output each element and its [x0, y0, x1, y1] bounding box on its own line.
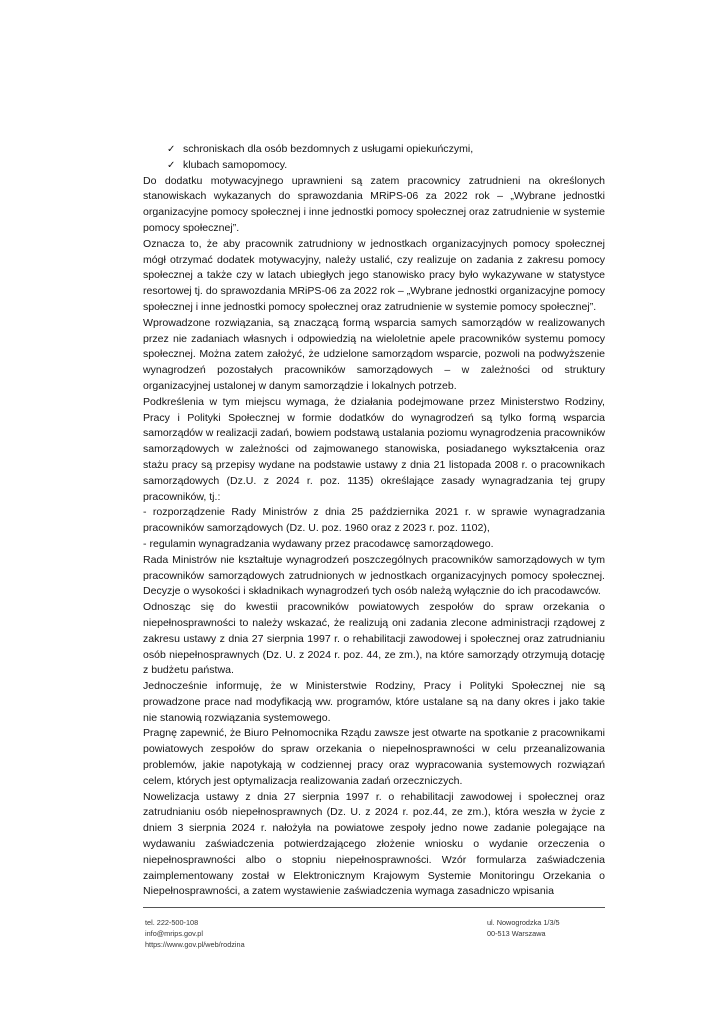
footer-postal: 00-513 Warszawa — [487, 929, 546, 938]
check-icon: ✓ — [167, 144, 176, 155]
letter-body — [143, 142, 605, 900]
paragraph: Nowelizacja ustawy z dnia 27 sierpnia 1997 r. o rehabilitacji zawodowej i społecznej oraz zatrudnianiu osób niepełnosprawnych (Dz. U. z 2024 r. poz.44, ze zm.), która weszła w życie z dniem 3 sierpnia 2024 r. nałożyła na powiatowe zespoły jedno nowe zadanie polegające na wydawaniu zaświadczenia potwierdzającego złożenie wniosku o wydanie orzeczenia o niepełnosprawności albo o stopniu niepełnosprawności. Wzór formularza zaświadczenia zaimplementowany został w Elektronicznym Krajowym Systemie Monitoringu Orzekania o Niepełnosprawności, a zatem wystawienie zaświadczenia wymaga zasadniczo wpisania — [143, 790, 605, 898]
check-icon: ✓ — [167, 159, 176, 171]
paragraph: Pragnę zapewnić, że Biuro Pełnomocnika Rządu zawsze jest otwarte na spotkanie z pracownikami powiatowych zespołów do spraw orzekania o niepełnosprawności w celu przeanalizowania problemów, jakie napotykają w codziennej pracy oraz wypracowania systemowych rozwiązań celem, których jest optymalizacja realizowania zadań orzeczniczych. — [143, 727, 605, 787]
checklist — [167, 142, 605, 174]
paragraph: Rada Ministrów nie kształtuje wynagrodzeń poszczególnych pracowników samorządowych w tym pracowników samorządowych zatrudnionych w jednostkach organizacyjnych pomocy społecznej. Decyzje o wysokości i składnikach wynagrodzeń tych osób należą wyłącznie do ich pracodawców. — [143, 553, 605, 598]
paragraph: Podkreślenia w tym miejscu wymaga, że działania podejmowane przez Ministerstwo Rodziny, Pracy i Polityki Społecznej w formie dodatków do wynagrodzeń są tylko formą wsparcia samorządów w realizacji zadań, bowiem podstawą ustalania poziomu wynagrodzenia pracowników samorządowych w zależności od zajmowanego stanowiska, posiadanego wykształcenia oraz stażu pracy są przepisy wydane na podstawie ustawy z dnia 21 listopada 2008 r. o pracownikach samorządowych (Dz.U. z 2024 r. poz. 1135) określające zasady wynagradzania tej grupy pracowników, tj.: — [143, 395, 605, 503]
footer-phone: tel. 222-500-108 — [145, 918, 199, 927]
footer-email: info@mrips.gov.pl — [145, 929, 203, 938]
paragraph: Odnosząc się do kwestii pracowników powiatowych zespołów do spraw orzekania o niepełnosprawności to należy wskazać, że realizują oni zadania zlecone administracji rządowej z zakresu ustawy z dnia 27 sierpnia 1997 r. o rehabilitacji zawodowej i społecznej oraz zatrudnianiu osób niepełnosprawnych (Dz. U. z 2024 r. poz. 44, ze zm.), na które samorządy otrzymują dotację z budżetu państwa. — [143, 601, 605, 677]
dash-list-item: - rozporządzenie Rady Ministrów z dnia 25 października 2021 r. w sprawie wynagradzania pracowników samorządowych (Dz. U. poz. 1960 oraz z 2023 r. poz. 1102), — [143, 506, 605, 535]
list-item-text: klubach samopomocy. — [183, 158, 288, 171]
footer-street: ul. Nowogrodzka 1/3/5 — [487, 918, 560, 927]
footer-address — [487, 917, 560, 939]
list-item — [167, 158, 605, 174]
footer-website: https://www.gov.pl/web/rodzina — [145, 940, 245, 949]
paragraph: Jednocześnie informuję, że w Ministerstwie Rodziny, Pracy i Polityki Społecznej nie są prowadzone prace nad modyfikacją ww. programów, które ustalane są na dany okres i jako takie nie stanowią rozwiązania systemowego. — [143, 680, 605, 724]
list-item-text: schroniskach dla osób bezdomnych z usługami opiekuńczymi, — [183, 143, 474, 155]
list-item — [167, 142, 605, 158]
paragraph: Do dodatku motywacyjnego uprawnieni są zatem pracownicy zatrudnieni na określonych stanowiskach wykazanych do sprawozdania MRiPS-06 za 2022 rok – „Wybrane jednostki organizacyjne pomocy społecznej i inne jednostki pomocy społecznej oraz zatrudnienie w systemie pomocy społecznej”. — [143, 174, 605, 234]
dash-list-item: - regulamin wynagradzania wydawany przez pracodawcę samorządowego. — [143, 537, 494, 550]
footer-contact — [145, 917, 245, 950]
paragraph: Oznacza to, że aby pracownik zatrudniony w jednostkach organizacyjnych pomocy społecznej mógł otrzymać dodatek motywacyjny, należy ustalić, czy realizuje on zadania z zakresu pomocy społecznej a także czy w latach ubiegłych jego stanowisko pracy było wykazywane w statystyce resortowej tj. do sprawozdania MRiPS-06 za 2022 rok – „Wybrane jednostki organizacyjne pomocy społecznej i inne jednostki pomocy społecznej oraz zatrudnienie w systemie pomocy społecznej”. — [143, 237, 605, 313]
paragraph: Wprowadzone rozwiązania, są znaczącą formą wsparcia samych samorządów w realizowanych przez nie zadaniach własnych i odpowiedzią na wieloletnie apele pracowników systemu pomocy społecznej. Można zatem założyć, że udzielone samorządom wsparcie, pozwoli na podwyższenie wynagrodzeń pozostałych pracowników samorządowych – w zależności od struktury organizacyjnej ustalonej w danym samorządzie i lokalnych potrzeb. — [143, 316, 605, 392]
footer-divider — [143, 907, 605, 908]
